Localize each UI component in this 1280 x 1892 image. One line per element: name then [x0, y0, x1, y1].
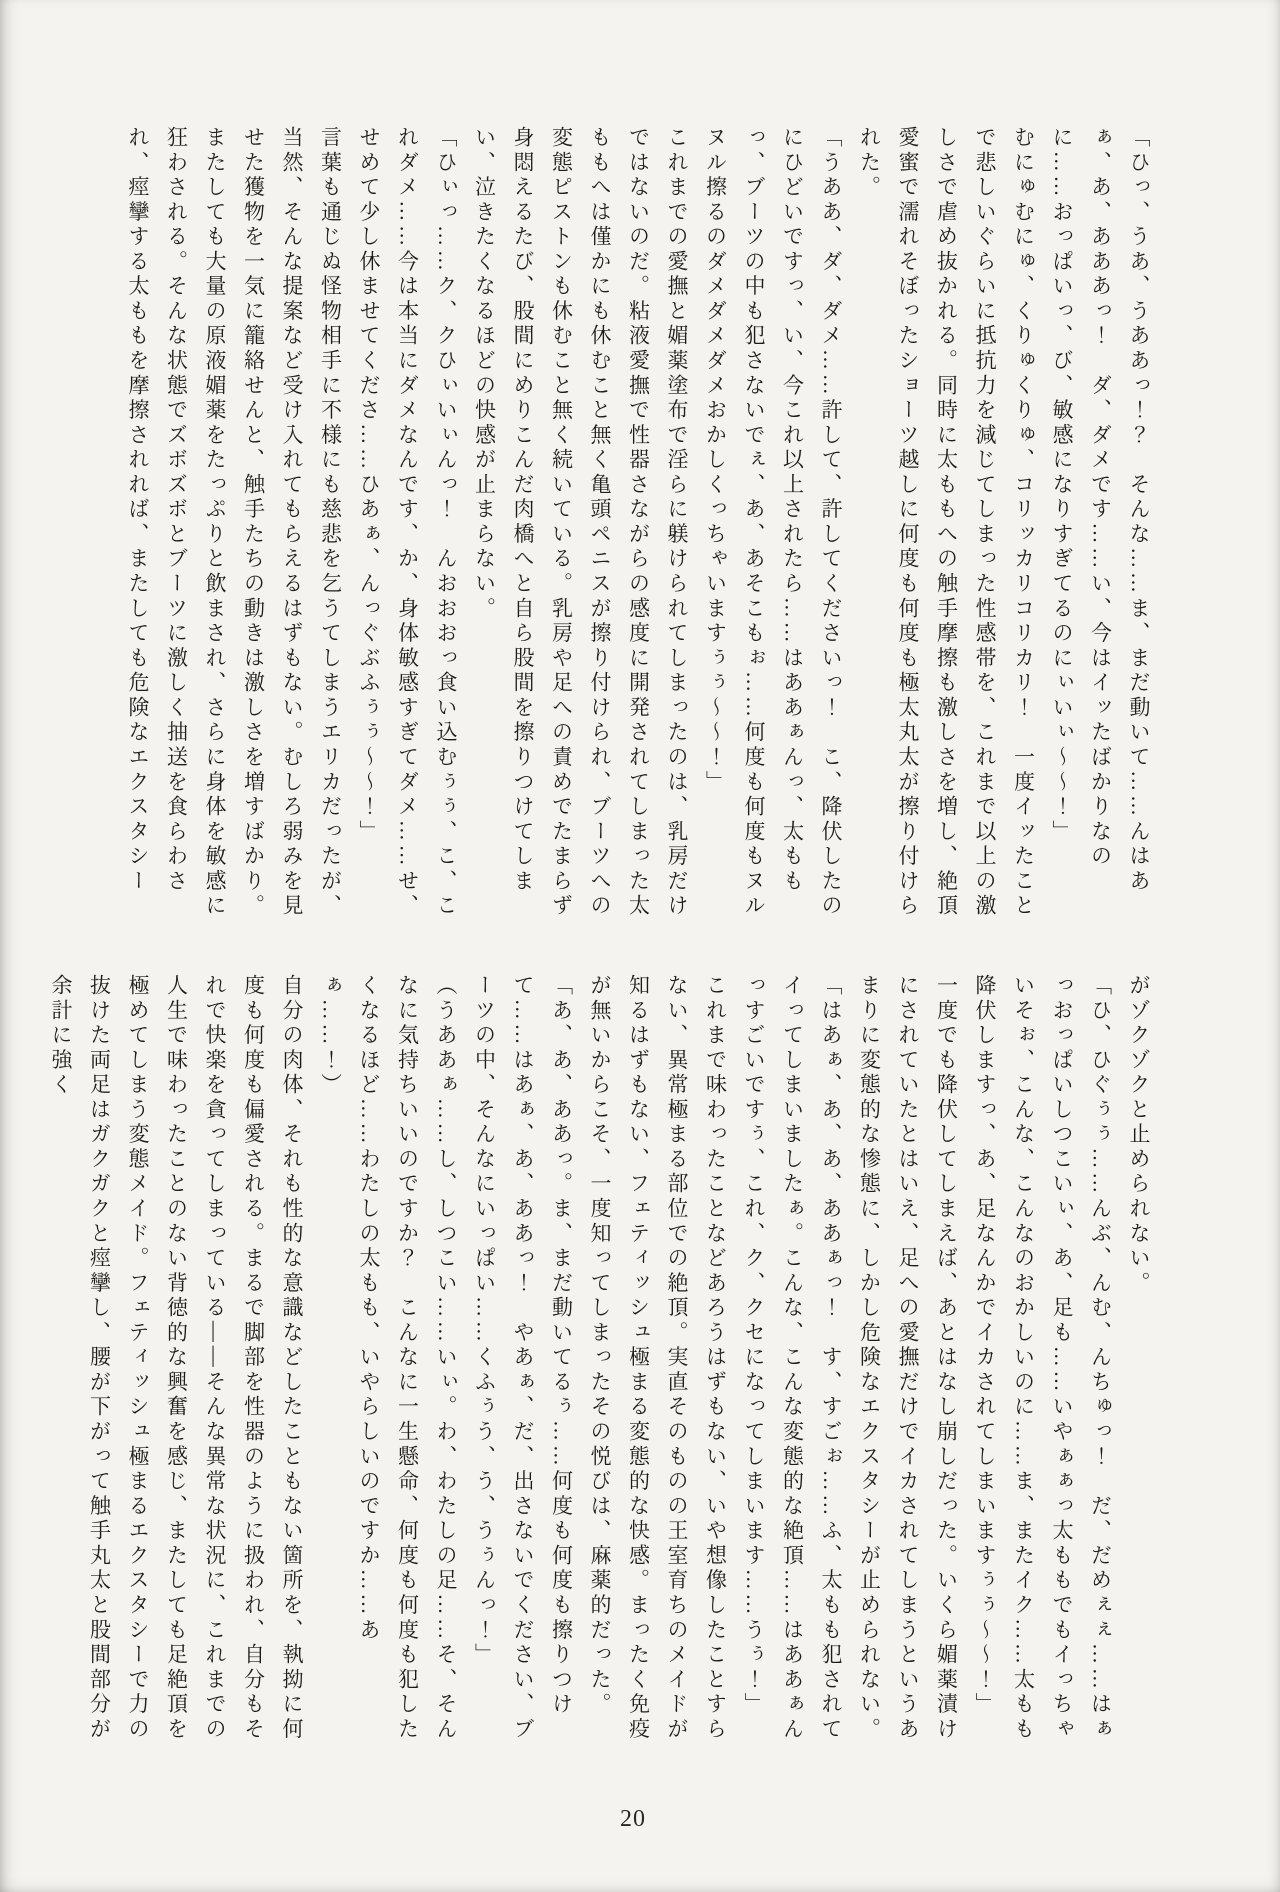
- paragraph: これまで味わったことなどあろうはずもない、いや想像したことすらない、異常極まる部位での絶頂。実直そのものの王室育ちのメイドが知るはずもない、フェティッシュ極まる変態的な快感。まったく免疫が無いからこそ、一度知ってしまったその悦びは、麻薬的だった。: [588, 974, 728, 1743]
- paragraph: むにゅむにゅ、くりゅくりゅ、コリッカリコリカリ！ 一度イッたことで悲しいぐらいに抵抗力を減じてしまった性感帯を、これまで以上の激しさで虐め抜かれる。同時に太ももへの触手摩擦も激しさを増し、絶頂愛蜜で濡れそぼったショーツ越しに何度も何度も極太丸太が擦り付けられた。: [857, 126, 1036, 919]
- paragraph: （うああぁ……し、しつこい……いぃ。わ、わたしの足……そ、そんなに気持ちいいのですか？ こんなに一生懸命、何度も何度も犯したくなるほど……わたしの太もも、いやらしいのですか……あぁ……！）: [318, 974, 458, 1743]
- page-number: 20: [620, 1806, 646, 1832]
- paragraph: 「はあぁ、あ、あ、ああぁっ！ す、すごぉ……ふ、太もも犯されてイってしまいましたぁ。こんな、こんな変態的な絶頂……はああぁんっすごいですぅ、これ、ク、クセになってしまいます……うぅ！」: [742, 974, 843, 1743]
- paragraph: 「ひ、ひぐぅぅ……んぶ、んむ、んちゅっ！ だ、だめぇぇ……はぁっおっぱいしつこいぃ、あ、足も……いやぁぁっ太ももでもイっちゃいそぉ、こんな、こんなのおかしいのに……ま、またイク……太もも降伏しますっ、あ、足なんかでイカされてしまいますぅぅ〜〜！」: [973, 974, 1113, 1743]
- paragraph: がゾクゾクと止められない。: [1127, 974, 1151, 1297]
- paragraph: 「うああ、ダ、ダメ……許して、許してくださいっ！ こ、降伏したのにひどいですっ、い、今これ以上されたら……はああぁんっ、太ももっ、ブーツの中も犯さないでぇ、あ、あそこもぉ……何度も何度もヌルヌル擦るのダメダメダメおかしくっちゃいますぅぅ〜〜！」: [703, 126, 843, 919]
- paragraph: 自分の肉体、それも性的な意識などしたこともない箇所を、執拗に何度も何度も偏愛される。まるで脚部を性器のように扱われ、自分もそれで快楽を貪ってしまっている――そんな異常な状況に、これまでの人生で味わったことのない背徳的な興奮を感じ、またしても足絶頂を極めてしまう変態メイド。フェティッシュ極まるエクスタシーで力の抜けた両足はガクガクと痙攣し、腰が下がって触手丸太と股間部分が余計に強く: [49, 974, 304, 1743]
- paragraph: 「あ、あ、ああっ。ま、まだ動いてるぅ……何度も何度も擦りつけて……はあぁ、あ、ああっ！ やあぁ、だ、出さないでください、ブーツの中、そんなにいっぱい……くふぅう、う、うぅんっ！」: [472, 974, 574, 1743]
- paragraph: 言葉も通じぬ怪物相手に不様にも慈悲を乞うてしまうエリカだったが、当然、そんな提案など受け入れてもらえるはずもない。むしろ弱みを見せた獲物を一気に籠絡せんと、触手たちの動きは激しさを増すばかり。またしても大量の原液媚薬をたっぷりと飲まされ、さらに身体を敏感に狂わされる。そんな状態でズボズボとブーツに激しく抽送を食らわされ、痙攣する太ももを摩擦されれば、またしても危険なエクスタシー: [126, 126, 343, 919]
- text-block-bottom: [42, 974, 1159, 1746]
- paragraph: 「ひっ、うあ、うああっ！？ そんな……ま、まだ動いて……んはあぁ、あ、あああっ！ ダ、ダメです……い、今はイッたばかりなのに……おっぱいっ、び、敏感になりすぎてるのにぃいぃ〜〜！」: [1050, 126, 1151, 895]
- paragraph: これまでの愛撫と媚薬塗布で淫らに躾けられてしまったのは、乳房だけではないのだ。粘液愛撫で性器さながらの感度に開発されてしまった太ももへは僅かにも休むこと無く亀頭ペニスが擦り付けられ、ブーツへの変態ピストンも休むこと無く続いている。乳房や足への責めでたまらず身悶えるたび、股間にめりこんだ肉橋へと自ら股間を擦りつけてしまい、泣きたくなるほどの快感が止まらない。: [472, 126, 689, 919]
- paragraph: 一度でも降伏してしまえば、あとはなし崩しだった。いくら媚薬漬けにされていたとはいえ、足への愛撫だけでイカされてしまうというあまりに変態的な惨態に、しかし危険なエクスタシーが止められない。: [857, 974, 959, 1743]
- text-block-top: [119, 126, 1159, 932]
- paragraph: 「ひぃっ……ク、クひぃいぃんっ！ んおおおっ食い込むぅぅ、こ、これダメ……今は本当にダメなんです、か、身体敏感すぎてダメ……せ、せめて少し休ませてくださ……ひあぁ、んっぐぶふぅぅ〜〜！」: [357, 126, 458, 919]
